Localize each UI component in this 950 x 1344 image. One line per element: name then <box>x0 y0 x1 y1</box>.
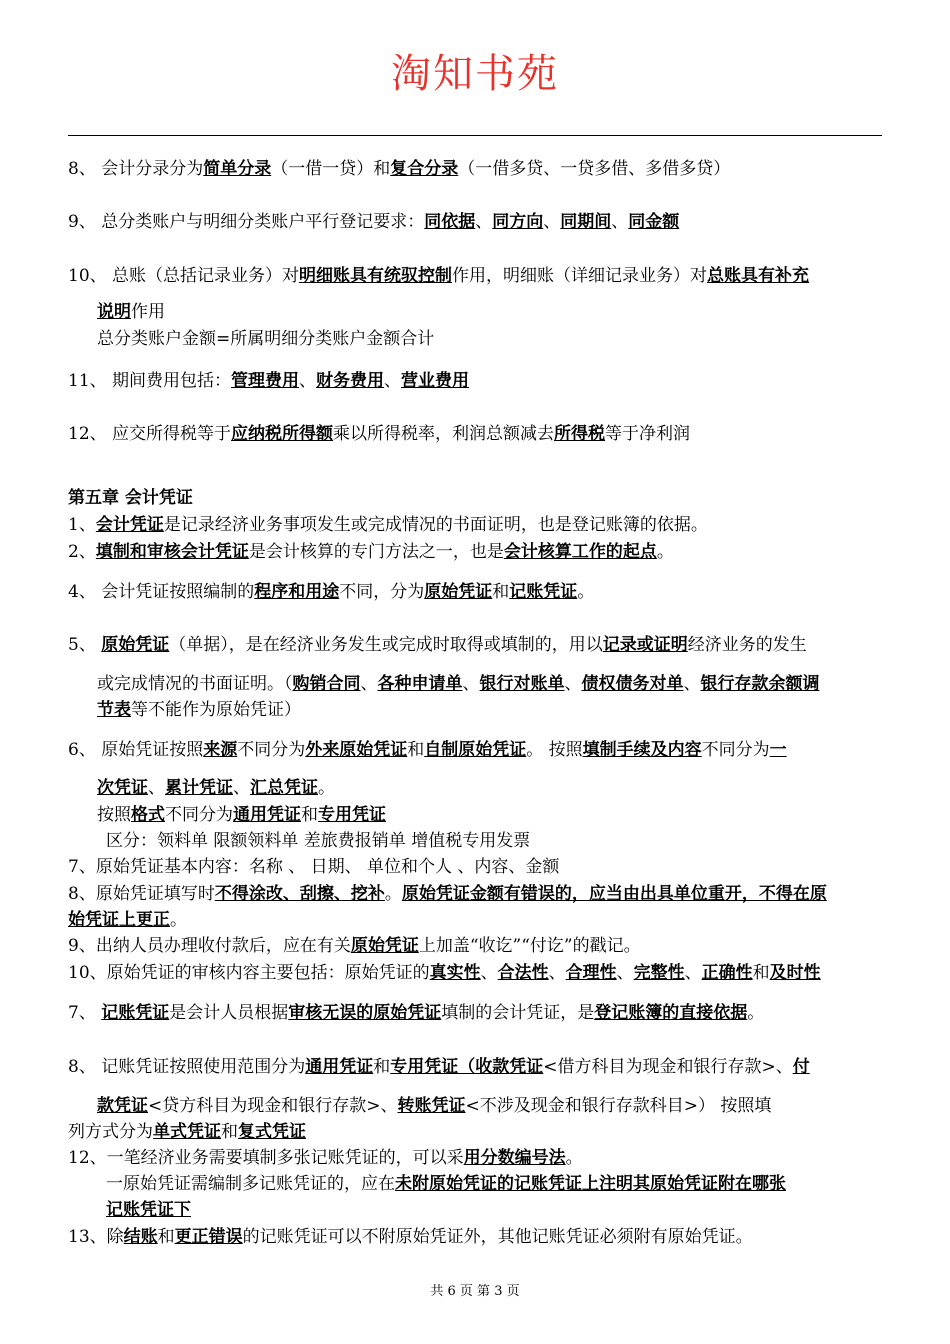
text-segment: 第五章 会计凭证 <box>68 488 193 508</box>
emphasis-term: 一 <box>769 740 787 760</box>
emphasis-term: 专用凭证（收款凭证 <box>390 1057 544 1077</box>
emphasis-term: 合法性 <box>497 963 549 983</box>
emphasis-term: 真实性 <box>429 963 481 983</box>
emphasis-term: 通用凭证 <box>233 805 301 825</box>
text-segment: 8、原始凭证填写时 <box>68 884 215 904</box>
text-segment: 乘以所得税率，利润总额减去 <box>333 424 555 444</box>
emphasis-term: 简单分录 <box>203 159 272 179</box>
text-segment: 和 <box>492 582 510 602</box>
text-line <box>68 422 690 446</box>
text-segment: 13、除 <box>68 1227 124 1247</box>
text-segment: 是会计核算的专门方法之一，也是 <box>248 542 504 562</box>
text-segment: 作用 <box>131 302 165 322</box>
emphasis-term: 更正错误 <box>174 1227 243 1247</box>
text-segment: 的记账凭证可以不附原始凭证外，其他记账凭证必须附有原始凭证。 <box>242 1227 753 1247</box>
text-segment: 9、出纳人员办理收付款后，应在有关 <box>68 936 351 956</box>
emphasis-term: 来源 <box>203 740 238 760</box>
emphasis-term: 结账 <box>123 1227 158 1247</box>
page-footer: 共 6 页 第 3 页 <box>430 1284 520 1299</box>
text-segment: 、 <box>360 674 378 694</box>
emphasis-term: 原始凭证 <box>350 936 419 956</box>
emphasis-term: 外来原始凭证 <box>305 740 408 760</box>
text-line <box>97 803 386 827</box>
emphasis-term: 转账凭证 <box>397 1096 466 1116</box>
text-segment: 、 <box>684 963 702 983</box>
text-segment: <不涉及现金和银行存款科目>） 按照填 <box>465 1096 772 1116</box>
text-line <box>68 1225 753 1249</box>
text-segment: 等于净利润 <box>605 424 691 444</box>
text-segment: 不同分为 <box>701 740 770 760</box>
text-segment: 9、 总分类账户与明细分类账户平行登记要求： <box>68 212 425 232</box>
text-segment: 、 <box>543 212 561 232</box>
text-segment: 是记录经济业务事项发生或完成情况的书面证明，也是登记账簿的依据。 <box>163 515 708 535</box>
text-segment: 填制的会计凭证，是 <box>441 1003 595 1023</box>
header-divider <box>68 135 882 136</box>
emphasis-term: 会计核算工作的起点 <box>503 542 657 562</box>
text-segment: 、 <box>683 674 701 694</box>
emphasis-term: 复合分录 <box>390 159 459 179</box>
text-segment: （一借多贷、一贷多借、多借多贷） <box>458 159 731 179</box>
text-segment: 、 <box>148 778 165 798</box>
emphasis-term: 用分数编号法 <box>463 1148 566 1168</box>
text-segment: 。 <box>384 884 402 904</box>
emphasis-term: 格式 <box>131 805 165 825</box>
emphasis-term: 款凭证 <box>97 1096 148 1116</box>
emphasis-term: 管理费用 <box>231 371 300 391</box>
text-segment: 。 <box>565 1148 583 1168</box>
text-line <box>68 633 807 657</box>
text-segment: 6、 原始凭证按照 <box>68 740 204 760</box>
text-line <box>68 738 787 762</box>
emphasis-term: 总账具有补充 <box>707 266 810 286</box>
text-segment: 5、 <box>68 635 102 655</box>
text-segment: 和 <box>752 963 770 983</box>
emphasis-term: 正确性 <box>701 963 753 983</box>
emphasis-term: 债权债务对单 <box>581 674 684 694</box>
text-segment: 。 <box>747 1003 765 1023</box>
emphasis-term: 单式凭证 <box>153 1122 221 1142</box>
text-segment: 11、 期间费用包括： <box>68 371 232 391</box>
text-segment: 、 <box>475 212 493 232</box>
text-segment: 、 <box>616 963 634 983</box>
text-segment: 。 <box>170 910 187 930</box>
text-segment: 10、 总账（总括记录业务）对 <box>68 266 300 286</box>
emphasis-term: 复式凭证 <box>238 1122 306 1142</box>
text-segment: 、 <box>299 371 317 391</box>
text-segment: 、 <box>611 212 629 232</box>
emphasis-term: 通用凭证 <box>305 1057 374 1077</box>
text-segment: 等不能作为原始凭证） <box>131 700 301 720</box>
emphasis-term: 明细账具有统驭控制 <box>299 266 453 286</box>
text-segment: 1、 <box>68 515 96 535</box>
emphasis-term: 记账凭证 <box>101 1003 170 1023</box>
emphasis-term: 说明 <box>97 302 131 322</box>
emphasis-term: 及时性 <box>769 963 821 983</box>
emphasis-term: 付 <box>792 1057 810 1077</box>
emphasis-term: 审核无误的原始凭证 <box>288 1003 442 1023</box>
emphasis-term: 未附原始凭证的记账凭证上注明其原始凭证附在哪张 <box>395 1174 786 1194</box>
text-line <box>68 369 469 393</box>
text-segment: 总分类账户金额=所属明细分类账户金额合计 <box>97 329 435 349</box>
text-line <box>68 513 708 537</box>
text-segment: 2、 <box>68 542 96 562</box>
text-segment: 。 按照 <box>526 740 583 760</box>
text-segment: 12、一笔经济业务需要填制多张记账凭证的，可以采 <box>68 1148 464 1168</box>
emphasis-term: 银行对账单 <box>479 674 565 694</box>
emphasis-term: 记录或证明 <box>602 635 688 655</box>
page-title: 淘知书苑 <box>391 51 559 97</box>
text-line <box>68 1146 583 1170</box>
text-segment: 按照 <box>97 805 131 825</box>
text-segment: 10、原始凭证的审核内容主要包括：原始凭证的 <box>68 963 430 983</box>
emphasis-term: 同依据 <box>424 212 476 232</box>
text-segment: 和 <box>301 805 318 825</box>
chapter-heading <box>68 486 193 510</box>
emphasis-term: 购销合同 <box>292 674 361 694</box>
emphasis-term: 营业费用 <box>401 371 470 391</box>
text-line <box>97 1094 771 1118</box>
text-line <box>68 1001 764 1025</box>
text-segment: 经济业务的发生 <box>687 635 807 655</box>
emphasis-term: 各种申请单 <box>377 674 463 694</box>
emphasis-term: 会计凭证 <box>95 515 164 535</box>
text-line <box>97 698 301 722</box>
text-line <box>68 934 641 958</box>
text-segment: <贷方科目为现金和银行存款>、 <box>148 1096 398 1116</box>
text-segment: 和 <box>373 1057 391 1077</box>
emphasis-term: 记账凭证下 <box>106 1200 191 1220</box>
text-line <box>68 1055 810 1079</box>
emphasis-term: 登记账簿的直接依据 <box>594 1003 748 1023</box>
emphasis-term: 完整性 <box>633 963 685 983</box>
text-line <box>68 580 594 604</box>
text-segment: 12、 应交所得税等于 <box>68 424 232 444</box>
emphasis-term: 同期间 <box>560 212 612 232</box>
emphasis-term: 同金额 <box>628 212 680 232</box>
text-line <box>106 1198 191 1222</box>
text-line <box>106 1172 786 1196</box>
text-segment: 。 <box>577 582 595 602</box>
emphasis-term: 原始凭证 <box>101 635 170 655</box>
text-line <box>68 882 827 906</box>
emphasis-term: 合理性 <box>565 963 617 983</box>
text-line <box>68 264 809 288</box>
text-segment: 或完成情况的书面证明。（ <box>97 674 293 694</box>
emphasis-term: 原始凭证 <box>424 582 493 602</box>
text-segment: 不同，分为 <box>339 582 425 602</box>
text-segment: 7、原始凭证基本内容：名称 、 日期、 单位和个人 、内容、金额 <box>68 857 560 877</box>
text-segment: （单据），是在经济业务发生或完成时取得或填制的，用以 <box>169 635 603 655</box>
text-segment: 列方式分为 <box>68 1122 153 1142</box>
text-segment: 。 <box>656 542 674 562</box>
emphasis-term: 财务费用 <box>316 371 385 391</box>
text-segment: 一原始凭证需编制多记账凭证的，应在 <box>106 1174 395 1194</box>
emphasis-term: 银行存款余额调 <box>700 674 820 694</box>
emphasis-term: 节表 <box>97 700 131 720</box>
emphasis-term: 记账凭证 <box>509 582 578 602</box>
text-segment: 、 <box>462 674 480 694</box>
text-segment: 8、 会计分录分为 <box>68 159 204 179</box>
text-segment: 作用，明细账（详细记录业务）对 <box>452 266 708 286</box>
text-segment: 。 <box>318 778 335 798</box>
emphasis-term: 次凭证 <box>97 778 148 798</box>
text-segment: 和 <box>157 1227 175 1247</box>
text-segment: 、 <box>384 371 402 391</box>
emphasis-term: 填制手续及内容 <box>582 740 702 760</box>
text-segment: 上加盖“收讫”“付讫”的戳记。 <box>418 936 641 956</box>
text-segment: 8、 记账凭证按照使用范围分为 <box>68 1057 306 1077</box>
text-segment: 是会计人员根据 <box>169 1003 289 1023</box>
text-segment: 、 <box>480 963 498 983</box>
emphasis-term: 始凭证上更正 <box>68 910 170 930</box>
text-segment: 和 <box>221 1122 238 1142</box>
emphasis-term: 不得涂改、刮擦、挖补 <box>214 884 385 904</box>
emphasis-term: 应纳税所得额 <box>231 424 334 444</box>
text-segment: 、 <box>564 674 582 694</box>
text-line <box>68 1120 306 1144</box>
text-segment: 区分：领料单 限额领料单 差旅费报销单 增值税专用发票 <box>106 831 531 851</box>
text-segment: 不同分为 <box>237 740 306 760</box>
text-line <box>106 829 530 853</box>
text-segment: 7、 <box>68 1003 102 1023</box>
text-segment: 、 <box>233 778 250 798</box>
text-line <box>97 300 165 324</box>
text-segment: （一借一贷）和 <box>271 159 391 179</box>
emphasis-term: 填制和审核会计凭证 <box>95 542 249 562</box>
emphasis-term: 原始凭证金额有错误的，应当由出具单位重开，不得在原 <box>401 884 827 904</box>
text-segment: 不同分为 <box>165 805 233 825</box>
text-line <box>97 672 820 696</box>
text-segment: 和 <box>407 740 425 760</box>
text-line <box>68 157 730 181</box>
emphasis-term: 同方向 <box>492 212 544 232</box>
emphasis-term: 自制原始凭证 <box>424 740 527 760</box>
text-line <box>68 961 821 985</box>
text-segment: 4、 会计凭证按照编制的 <box>68 582 255 602</box>
text-line <box>68 855 559 879</box>
emphasis-term: 汇总凭证 <box>250 778 318 798</box>
text-line <box>97 776 335 800</box>
text-segment: <借方科目为现金和银行存款>、 <box>543 1057 793 1077</box>
text-line <box>68 210 679 234</box>
emphasis-term: 专用凭证 <box>318 805 386 825</box>
emphasis-term: 程序和用途 <box>254 582 340 602</box>
text-line <box>68 540 674 564</box>
emphasis-term: 累计凭证 <box>165 778 233 798</box>
text-line <box>97 327 434 351</box>
emphasis-term: 所得税 <box>554 424 606 444</box>
text-line <box>68 908 187 932</box>
text-segment: 、 <box>548 963 566 983</box>
